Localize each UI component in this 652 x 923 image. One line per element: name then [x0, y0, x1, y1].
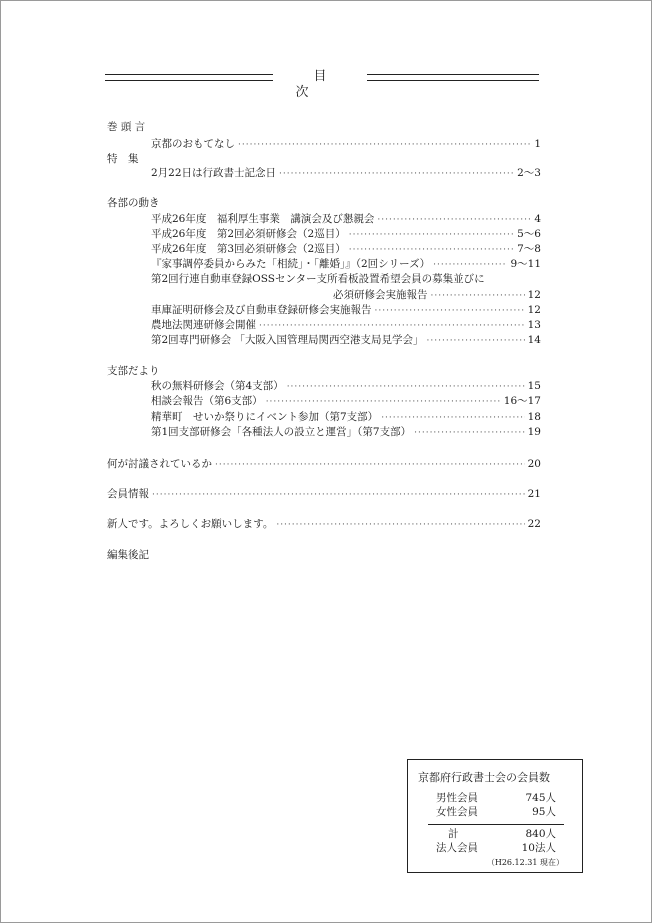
- toc-entry[interactable]: [151, 426, 541, 440]
- entry-title: 相談会報告（第6支部）: [151, 395, 263, 407]
- entry-page: 16〜17: [503, 395, 541, 407]
- entry-page: 1: [534, 138, 541, 150]
- entry-title: 『家事調停委員からみた「相続」・「離婚」』（2回シリーズ）: [151, 258, 431, 270]
- entry-page: 15: [527, 380, 541, 392]
- corporate-members-row: [436, 842, 556, 855]
- leader-dots: [287, 381, 525, 394]
- entry-page: 7〜8: [517, 243, 541, 255]
- leader-dots: [414, 427, 525, 440]
- entry-title: 第1回支部研修会「各種法人の設立と運営」（第7支部）: [151, 426, 412, 438]
- toc-entry-feature[interactable]: [151, 167, 541, 181]
- leader-dots: [279, 168, 514, 181]
- editors-note: 編集後記: [107, 549, 149, 561]
- entry-title: 秋の無料研修会（第4支部）: [151, 380, 284, 392]
- male-members-label: 男性会員: [436, 792, 478, 804]
- entry-title: 第2回専門研修会 「大阪入国管理局関西空港支局見学会」: [151, 334, 424, 346]
- male-members-row: [436, 792, 556, 805]
- entry-title: 新人です。よろしくお願いします。: [107, 518, 274, 530]
- toc-entry[interactable]: [151, 304, 541, 318]
- entry-title: 何が討議されているか: [107, 458, 212, 470]
- corporate-members-label: 法人会員: [436, 842, 478, 854]
- toc-entry-wrapped-line: 第2回行連自動車登録OSSセンター支所看板設置希望会員の募集並びに: [151, 273, 485, 285]
- leader-dots: [377, 214, 531, 227]
- female-members-row: [436, 806, 556, 819]
- toc-entry[interactable]: [151, 395, 541, 409]
- leader-dots: [259, 320, 525, 333]
- total-members-row: [436, 828, 556, 841]
- entry-title: 必須研修会実施報告: [333, 289, 428, 301]
- toc-title-row: [105, 69, 539, 100]
- entry-title: 京都のおもてなし: [151, 138, 235, 150]
- toc-entry-discussions[interactable]: [107, 458, 541, 472]
- toc-entry[interactable]: [151, 228, 541, 242]
- leader-dots: [431, 290, 525, 303]
- entry-page: 2〜3: [517, 167, 541, 179]
- entry-title: 平成26年度 福利厚生事業 講演会及び懇親会: [151, 213, 375, 225]
- page-title: 目 次: [295, 69, 412, 100]
- entry-page: 4: [534, 213, 541, 225]
- leader-dots: [375, 305, 525, 318]
- total-members-value: 840人: [525, 828, 556, 840]
- title-rule-left: [105, 74, 273, 81]
- toc-entry[interactable]: [151, 258, 541, 272]
- leader-dots: [349, 229, 514, 242]
- toc-entry[interactable]: [151, 380, 541, 394]
- section-heading-departments: 各部の動き: [107, 197, 160, 209]
- entry-title: 会員情報: [107, 488, 149, 500]
- entry-page: 12: [527, 304, 541, 316]
- leader-dots: [152, 489, 525, 502]
- corporate-members-value: 10法人: [521, 842, 556, 854]
- female-members-value: 95人: [532, 806, 556, 818]
- entry-page: 20: [527, 458, 541, 470]
- toc-entry[interactable]: [151, 213, 541, 227]
- leader-dots: [427, 335, 525, 348]
- section-heading-branches: 支部だより: [107, 365, 160, 377]
- title-rule-right: [367, 74, 539, 81]
- leader-dots: [238, 139, 531, 152]
- toc-entry-foreword[interactable]: [151, 138, 541, 152]
- entry-page: 9〜11: [510, 258, 541, 270]
- section-heading-foreword: 巻 頭 言: [107, 121, 146, 133]
- entry-title: 平成26年度 第2回必須研修会（2巡目）: [151, 228, 346, 240]
- entry-title: 平成26年度 第3回必須研修会（2巡目）: [151, 243, 346, 255]
- entry-page: 19: [527, 426, 541, 438]
- entry-page: 18: [527, 411, 541, 423]
- entry-page: 12: [527, 289, 541, 301]
- entry-title: 農地法関連研修会開催: [151, 319, 256, 331]
- toc-entry[interactable]: [151, 243, 541, 257]
- member-count-box: [407, 759, 583, 873]
- toc-entry-newcomers[interactable]: [107, 518, 541, 532]
- toc-entry[interactable]: [151, 411, 541, 425]
- toc-entry[interactable]: [151, 319, 541, 333]
- male-members-value: 745人: [525, 792, 556, 804]
- entry-title: 車庫証明研修会及び自動車登録研修会実施報告: [151, 304, 372, 316]
- entry-page: 5〜6: [517, 228, 541, 240]
- toc-entry-member-info[interactable]: [107, 488, 541, 502]
- leader-dots: [349, 244, 514, 257]
- entry-title: 2月22日は行政書士記念日: [151, 167, 277, 179]
- leader-dots: [276, 519, 524, 532]
- female-members-label: 女性会員: [436, 806, 478, 818]
- as-of-date: （H26.12.31 現在）: [486, 858, 564, 867]
- leader-dots: [433, 259, 507, 272]
- member-count-title: 京都府行政書士会の会員数: [418, 771, 550, 784]
- leader-dots: [266, 396, 501, 409]
- entry-page: 14: [527, 334, 541, 346]
- leader-dots: [381, 412, 524, 425]
- total-members-label: 計: [448, 828, 459, 840]
- entry-page: 13: [527, 319, 541, 331]
- toc-entry[interactable]: [333, 289, 541, 303]
- section-heading-feature: 特 集: [107, 153, 139, 165]
- entry-page: 21: [527, 488, 541, 500]
- toc-entry[interactable]: [151, 334, 541, 348]
- leader-dots: [215, 459, 525, 472]
- entry-title: 精華町 せいか祭りにイベント参加（第7支部）: [151, 411, 379, 423]
- total-separator: [428, 824, 564, 825]
- entry-page: 22: [527, 518, 541, 530]
